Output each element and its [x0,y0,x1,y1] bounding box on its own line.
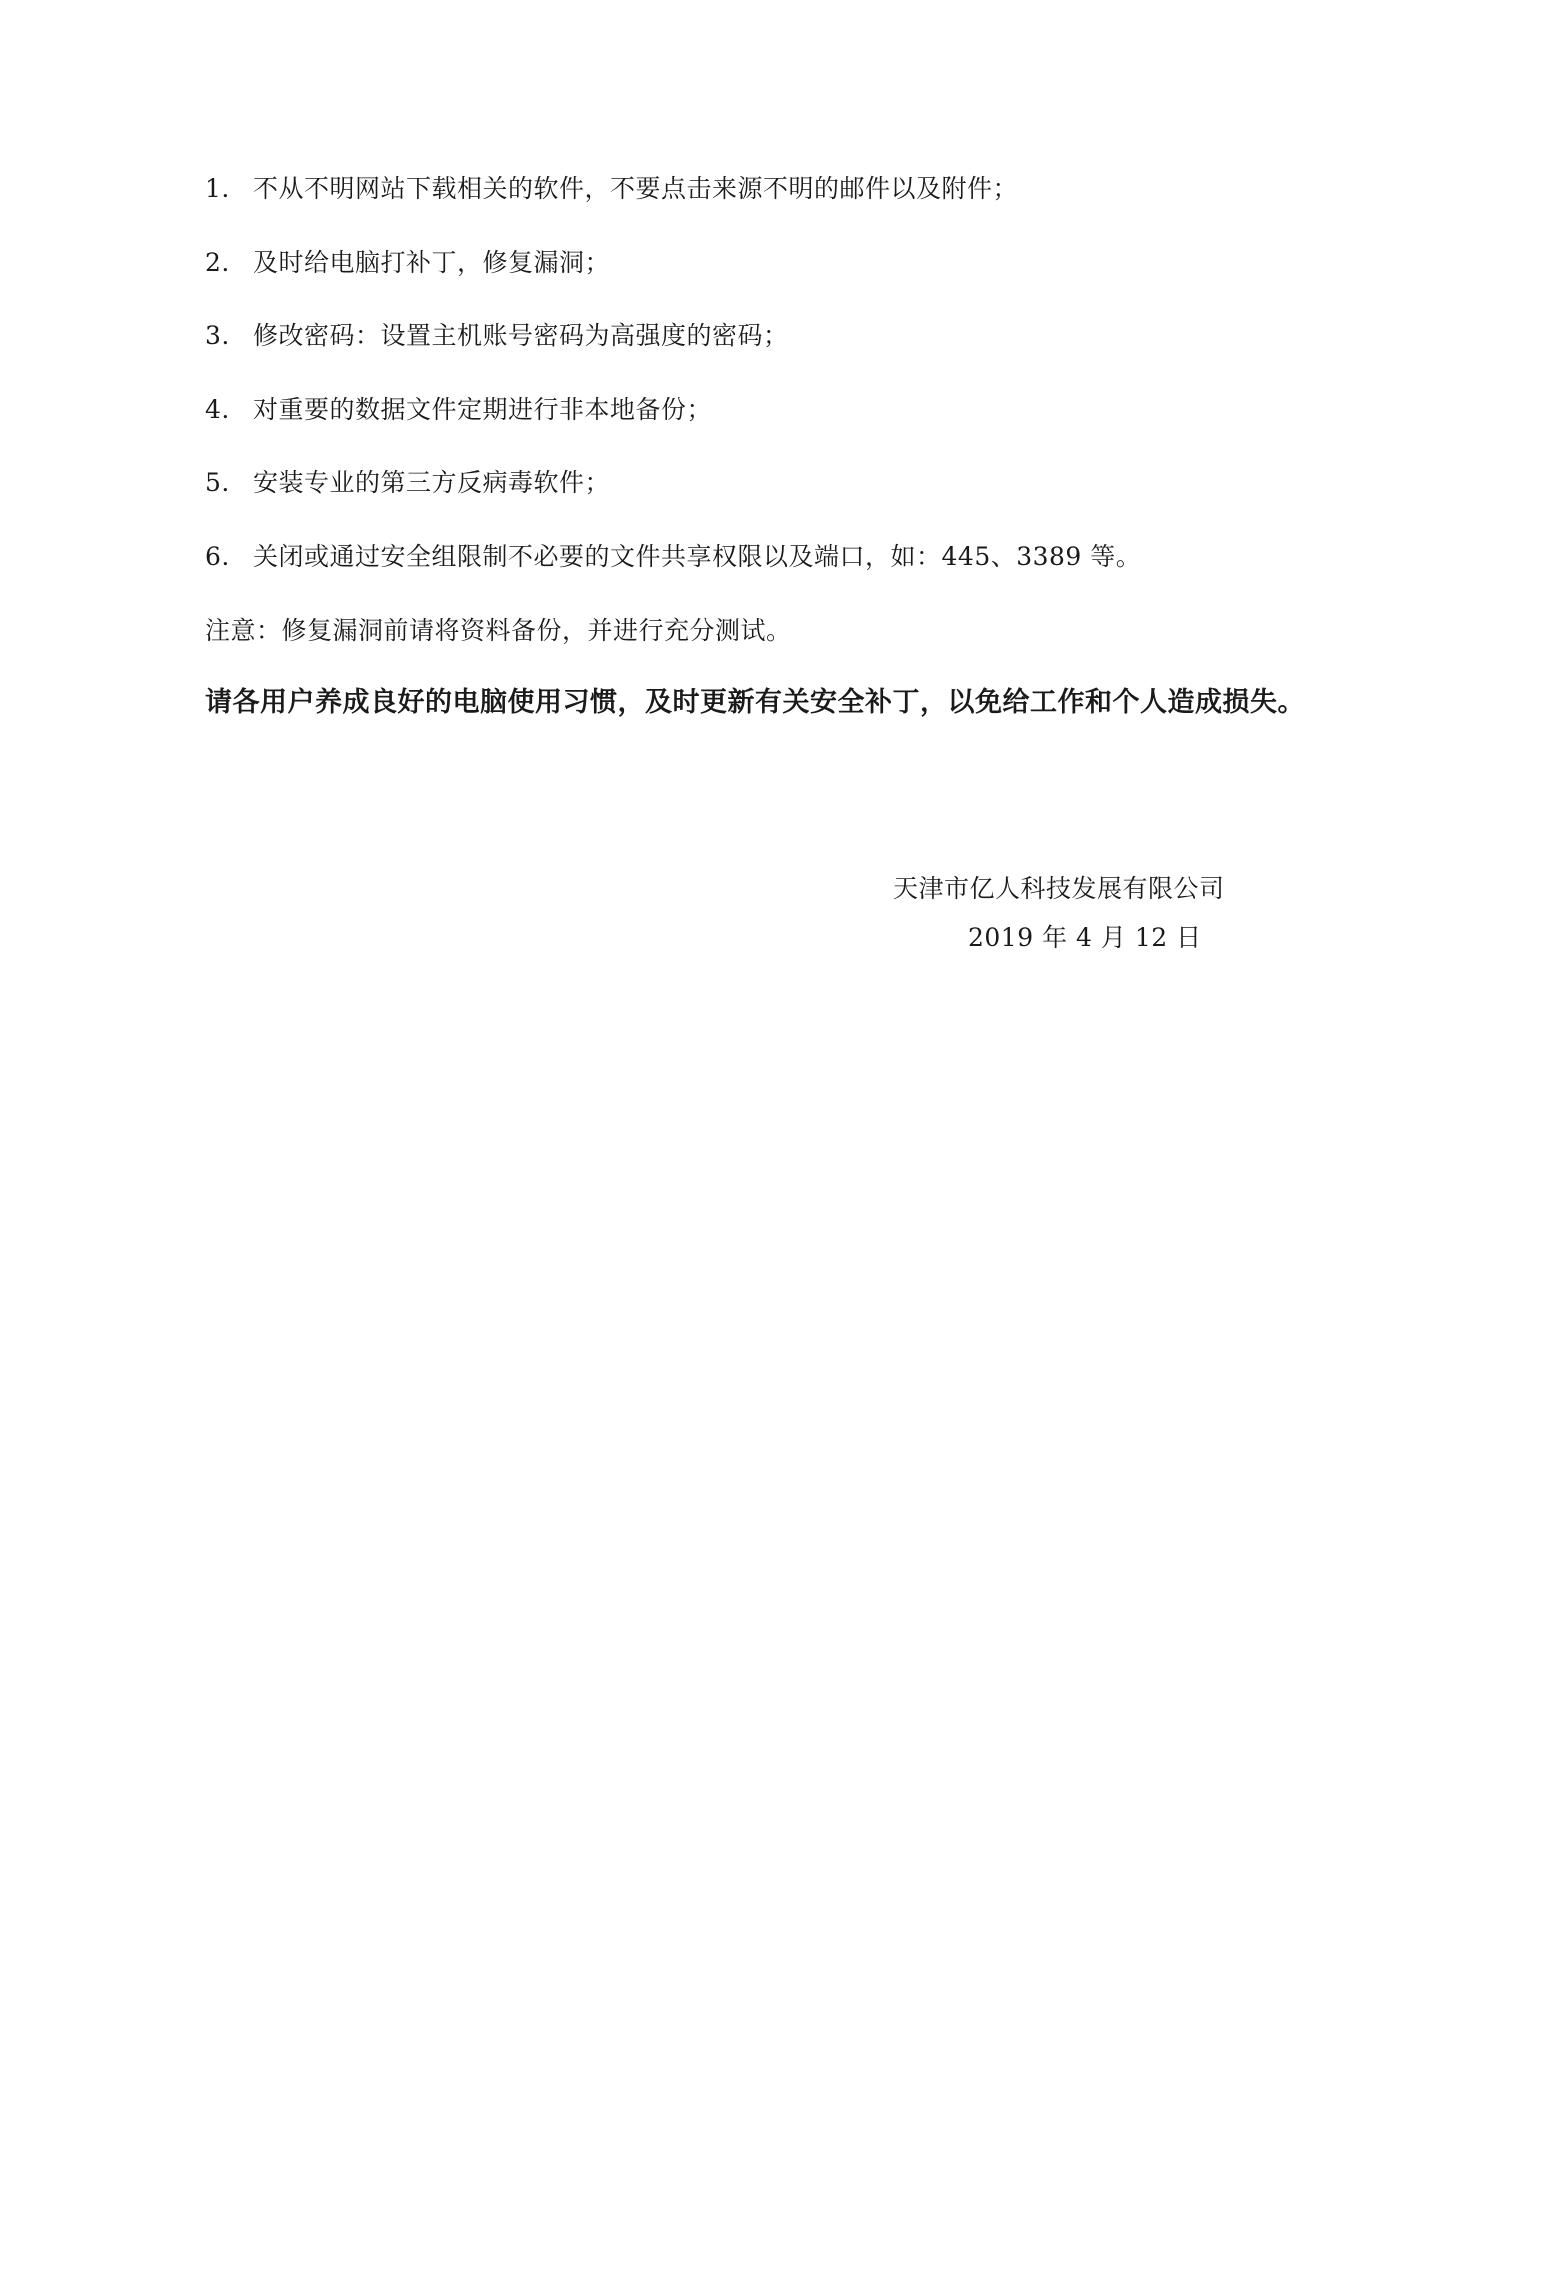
list-item-text: 对重要的数据文件定期进行非本地备份； [253,395,713,424]
closing-paragraph: 请各用户养成良好的电脑使用习惯，及时更新有关安全补丁，以免给工作和个人造成损失。 [205,687,1305,718]
list-item-number: 6. [205,542,230,571]
note-paragraph: 注意：修复漏洞前请将资料备份，并进行充分测试。 [205,616,792,645]
list-item-text: 修改密码：设置主机账号密码为高强度的密码； [253,321,789,350]
list-item [205,318,789,354]
signature-company: 天津市亿人科技发展有限公司 [893,874,1225,903]
list-item-number: 4. [205,395,230,424]
list-item [205,245,610,281]
list-item [205,465,610,501]
list-item-text: 安装专业的第三方反病毒软件； [253,468,611,497]
list-item-text: 及时给电脑打补丁，修复漏洞； [253,248,611,277]
list-item-number: 2. [205,248,230,277]
signature-date: 2019 年 4 月 12 日 [968,923,1202,952]
list-item [205,171,1018,207]
list-item [205,392,712,428]
list-item-text: 不从不明网站下载相关的软件，不要点击来源不明的邮件以及附件； [253,174,1019,203]
list-item [205,539,1141,575]
list-item-number: 1. [205,174,230,203]
list-item-number: 5. [205,468,230,497]
list-item-text: 关闭或通过安全组限制不必要的文件共享权限以及端口，如：445、3389 等。 [253,542,1142,571]
list-item-number: 3. [205,321,230,350]
